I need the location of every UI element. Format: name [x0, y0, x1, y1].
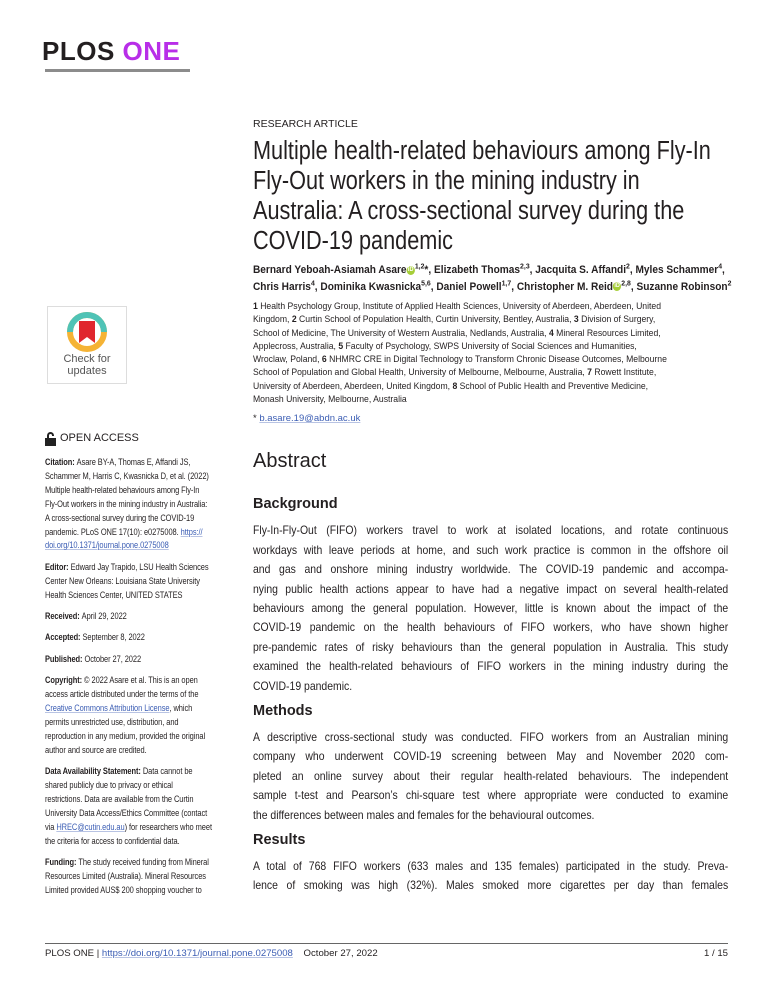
field-label: Data Availability Statement:: [45, 766, 143, 778]
text-segment: © 2022 Asare et al. This is an open: [84, 675, 198, 687]
section-body: [253, 857, 728, 896]
author-affiliation-numbers: 2,3: [520, 261, 530, 271]
text-segment: A cross-sectional survey during the COVID-19: [45, 512, 195, 524]
text-segment: pandemic. PLoS ONE 17(10): e0275008.: [45, 526, 181, 538]
abstract-section-background: [253, 495, 733, 696]
author-name[interactable]: Dominika Kwasnicka: [320, 280, 422, 293]
affiliations: [253, 299, 733, 405]
author[interactable]: [320, 277, 431, 293]
text-line: workdays with leave periods at home, and such work practice is common in the offshore oil: [253, 543, 729, 557]
text-segment: shared publicly due to privacy or ethical: [45, 780, 173, 792]
field-label: 7: [587, 366, 592, 378]
page-footer: [45, 948, 728, 959]
text-segment: reproduction in any medium, provided the original: [45, 730, 206, 742]
field-label: Published:: [45, 653, 85, 665]
text-segment: Rowett Institute,: [591, 366, 657, 378]
orcid-icon[interactable]: iD: [614, 283, 620, 290]
field-label: Citation:: [45, 457, 77, 468]
main-column: [253, 118, 733, 896]
text-segment: NHMRC CRE in Digital Technology to Transform Chronic Disease Outcomes, Melbourne: [326, 353, 667, 365]
text-line: COVID-19 pandemic on the health behaviours of FIFO workers, who have shown higher: [253, 621, 729, 635]
sidebar-blocks: [45, 456, 242, 898]
author-affiliation-numbers: 5,6: [421, 277, 431, 287]
author[interactable]: [636, 277, 732, 293]
text-line: [45, 884, 242, 898]
author[interactable]: [516, 277, 631, 293]
field-label: Accepted:: [45, 632, 83, 644]
author-name[interactable]: Elizabeth Thomas: [434, 264, 521, 276]
abstract-section-results: [253, 831, 733, 896]
section-body: [253, 728, 728, 825]
footer-date: October 27, 2022: [303, 948, 378, 959]
text-line: [253, 326, 733, 339]
text-line: the differences between males and females for the behavioural outcomes.: [253, 808, 595, 822]
text-segment: Limited provided AUS$ 200 shopping voucher to: [45, 884, 202, 896]
text-line: [45, 456, 242, 470]
section-heading: Methods: [253, 703, 313, 720]
author-name[interactable]: Chris Harris: [253, 280, 311, 293]
field-label: 6: [321, 353, 327, 365]
author-affiliation-numbers: 2,8: [621, 277, 631, 287]
text-line: [45, 653, 242, 667]
field-label: Received:: [45, 611, 82, 623]
author-list: Bernard Yeboah-Asiamah AsareiD$^{1,2}$*, Elizabeth Thomas$^{2,3}$, Jacquita S. Affandi$^2$, Myles Schammer$^4$, Chris Harris$^4$, Dominika Kwasnicka$^{5,6}$, Daniel Powell$^{1,7}$, Christopher M. ReidiD$^{2,8}$, Suzanne Robinson$^2$: [253, 261, 732, 293]
field-label: 3: [573, 313, 579, 325]
field-label: 5: [338, 339, 344, 351]
text-line: [253, 312, 733, 325]
text-line: [45, 512, 242, 526]
author[interactable]: [253, 277, 315, 293]
text-line: [45, 779, 242, 793]
text-line: [45, 575, 242, 589]
logo-plos: PLOS: [42, 36, 115, 66]
text-segment: Monash University, Melbourne, Australia: [253, 393, 407, 405]
text-line: [45, 870, 242, 884]
text-segment: University of Aberdeen, Aberdeen, United Kingdom,: [253, 379, 453, 391]
text-segment: School of Medicine, The University of Western Australia, Nedlands, Australia,: [253, 326, 549, 338]
author-name[interactable]: Jacquita S. Affandi: [535, 264, 627, 276]
text-line: [45, 793, 242, 807]
sidebar-block: [45, 456, 242, 553]
text-line: [45, 730, 242, 744]
text-segment: October 27, 2022: [84, 653, 142, 665]
abstract-heading: Abstract: [253, 450, 327, 473]
text-segment: via: [45, 821, 57, 833]
field-label: Funding:: [45, 857, 79, 869]
text-line: [45, 561, 242, 575]
check-updates-icon: [48, 307, 126, 383]
text-line: lence of smoking was high (32%). Males smoked more cigarettes per day than females: [253, 879, 729, 893]
text-segment: Fly-Out workers in the mining industry in Australia:: [45, 498, 208, 510]
field-label: 4: [548, 326, 554, 338]
author-affiliation-numbers: 1,2: [414, 261, 425, 271]
text-segment: University Data Access/Ethics Committee (contact: [45, 807, 208, 819]
text-segment: Wroclaw, Poland,: [253, 353, 322, 365]
text-line: [45, 526, 242, 540]
author-affiliation-numbers: 4: [718, 261, 723, 271]
text-line: [45, 674, 242, 688]
sidebar-block: [45, 610, 242, 624]
abstract-section-methods: [253, 702, 733, 825]
author-name[interactable]: Daniel Powell: [436, 280, 502, 293]
section-heading: Results: [253, 832, 306, 849]
field-label: Copyright:: [45, 675, 85, 687]
text-segment: restrictions. Data are available from the Curtin: [45, 794, 194, 806]
text-segment: Multiple health-related behaviours among Fly-In: [45, 484, 200, 496]
text-line: A total of 768 FIFO workers (633 males and 135 females) participated in the study. Preva-: [253, 860, 729, 874]
text-segment: School of Population and Global Health, University of Melbourne, Melbourne, Australia,: [253, 366, 588, 378]
corresponding-author-marker: *: [424, 264, 429, 276]
text-line: [45, 807, 242, 821]
text-line: behaviours among the general population. However, little is known about the impact of the: [253, 602, 729, 615]
author[interactable]: [535, 261, 630, 276]
text-segment: permits unrestricted use, distribution, and: [45, 717, 179, 728]
text-line: [45, 856, 242, 870]
author-affiliation-numbers: 2: [727, 277, 732, 287]
logo-one: ONE: [122, 36, 181, 66]
sidebar-block: [45, 561, 242, 603]
text-segment: Resources Limited (Australia). Mineral Resources: [45, 871, 206, 883]
text-line: [45, 716, 242, 730]
field-label: 8: [452, 379, 458, 391]
text-line: [45, 610, 242, 624]
text-line: [253, 352, 733, 365]
text-line: [45, 821, 242, 835]
text-segment: April 29, 2022: [81, 611, 127, 623]
text-segment: Asare BY-A, Thomas E, Affandi JS,: [76, 457, 191, 468]
text-line: sample t-test and Pearson’s chi-square test where appropriate were conducted to examine: [253, 789, 729, 803]
section-body: [253, 521, 728, 696]
footer-divider: [45, 943, 728, 944]
footer-doi-link[interactable]: https://doi.org/10.1371/journal.pone.0275008: [101, 948, 293, 959]
open-access-text: OPEN ACCESS: [60, 432, 139, 445]
text-segment: Data cannot be: [142, 766, 193, 778]
author-affiliation-numbers: 2: [626, 261, 630, 271]
open-access-label: [45, 432, 241, 446]
text-segment: access article distributed under the terms of the: [45, 689, 199, 701]
text-segment: Mineral Resources Limited,: [553, 326, 661, 338]
text-segment: School of Public Health and Preventive Medicine,: [457, 379, 649, 391]
author-name[interactable]: Christopher M. Reid: [516, 280, 613, 293]
author[interactable]: [635, 261, 723, 276]
text-line: [45, 631, 242, 645]
text-line: COVID-19 pandemic.: [253, 679, 353, 693]
link[interactable]: doi.org/10.1371/journal.pone.0275008: [45, 540, 169, 552]
text-line: [45, 498, 242, 512]
text-segment: Division of Surgery,: [578, 313, 656, 325]
author[interactable]: [434, 261, 530, 276]
text-line: Fly-In-Fly-Out (FIFO) workers travel to work at isolated locations, and rotate continuous: [253, 524, 729, 538]
text-segment: Center New Orleans: Louisiana State University: [45, 575, 200, 587]
text-line: [45, 539, 242, 553]
footer-journal: PLOS ONE: [45, 948, 95, 959]
journal-logo[interactable]: [42, 36, 180, 67]
corresponding-marker: *: [253, 413, 257, 425]
text-segment: Edward Jay Trapido, LSU Health Sciences: [70, 561, 209, 573]
text-line: A descriptive cross-sectional study was conducted. FIFO workers from an Australian mining: [253, 731, 729, 745]
text-line: [253, 379, 733, 392]
orcid-icon[interactable]: iD: [407, 266, 414, 273]
footer-separator: |: [96, 948, 100, 959]
text-line: [253, 365, 733, 378]
text-line: nying public health actions appear to have had a negative impact on several health-related: [253, 582, 729, 596]
text-segment: Applecross, Australia,: [253, 339, 339, 351]
text-line: [45, 744, 242, 758]
text-segment: The study received funding from Mineral: [78, 857, 209, 869]
corresponding-email: [253, 413, 733, 425]
open-lock-icon: [45, 432, 56, 446]
text-line: [253, 392, 733, 405]
author-name[interactable]: Bernard Yeboah-Asiamah Asare: [253, 264, 407, 276]
section-heading: Background: [253, 496, 338, 513]
author-affiliation-numbers: 1,7: [501, 277, 512, 287]
text-segment: ) for researchers who meet: [124, 821, 212, 833]
article-info-sidebar: [45, 432, 241, 905]
text-segment: September 8, 2022: [82, 632, 145, 644]
author[interactable]: [436, 277, 512, 293]
link[interactable]: https://: [180, 526, 203, 538]
text-line: company who underwent COVID-19 screening between May and November 2020 com-: [253, 750, 729, 764]
author[interactable]: [253, 261, 429, 276]
sidebar-block: [45, 674, 242, 757]
check-updates-line2: updates: [67, 365, 107, 377]
text-line: [45, 835, 242, 849]
author-name[interactable]: Suzanne Robinson: [636, 280, 728, 293]
text-line: [45, 688, 242, 702]
field-label: 2: [291, 313, 297, 325]
text-segment: Faculty of Psychology, SWPS University of Social Sciences and Humanities,: [343, 339, 637, 351]
author-affiliation-numbers: 4: [310, 277, 315, 287]
text-line: [45, 484, 242, 498]
sidebar-block: [45, 631, 242, 645]
text-line: and gas and onshore mining industry worldwide. The COVID-19 pandemic and accompa-: [253, 563, 729, 577]
logo-underline: [45, 69, 190, 72]
text-line: pleted an online survey about their regular health-related behaviours. The independent: [253, 769, 729, 783]
sidebar-block: [45, 653, 242, 667]
page-number: 1 / 15: [703, 948, 728, 959]
text-segment: Kingdom,: [253, 313, 292, 325]
article-title: Multiple health-related behaviours among Fly-In Fly-Out workers in the mining industry in Australia: A cross-sectional survey during the COVID-19 pandemic: [253, 137, 711, 255]
link[interactable]: HREC@cutin.edu.au: [56, 821, 125, 833]
text-line: [45, 589, 242, 603]
text-line: [45, 470, 242, 484]
link[interactable]: Creative Commons Attribution License: [45, 703, 170, 715]
text-line: examined the health-related behaviours of FIFO workers in the mining industry during the: [253, 660, 729, 674]
text-segment: author and source are credited.: [45, 744, 147, 756]
text-segment: Schammer M, Harris C, Kwasnicka D, et al. (2022): [45, 470, 209, 482]
text-line: pre-pandemic rates of risky behaviours than the general population in Australia. This study: [253, 640, 729, 654]
text-line: [253, 299, 733, 312]
text-segment: Health Sciences Center, UNITED STATES: [45, 589, 183, 601]
field-label: 1: [253, 300, 258, 311]
sidebar-block: [45, 856, 242, 898]
author-name[interactable]: Myles Schammer: [635, 264, 719, 276]
text-segment: Curtin School of Population Health, Curtin University, Bentley, Australia,: [296, 313, 574, 325]
text-segment: the criteria for access to confidential data.: [45, 835, 180, 847]
sidebar-block: [45, 765, 242, 848]
field-label: Editor:: [45, 561, 71, 573]
text-line: [45, 765, 242, 779]
email-link[interactable]: b.asare.19@abdn.ac.uk: [259, 413, 361, 425]
text-line: [45, 702, 242, 716]
text-segment: Health Psychology Group, Institute of Applied Health Sciences, University of Aberdeen, Aberdeen, United: [257, 300, 662, 311]
check-for-updates-badge[interactable]: [47, 306, 127, 384]
text-segment: , which: [169, 703, 193, 715]
check-updates-line1: Check for: [63, 353, 111, 365]
article-type: RESEARCH ARTICLE: [253, 118, 358, 130]
text-line: [253, 339, 733, 352]
